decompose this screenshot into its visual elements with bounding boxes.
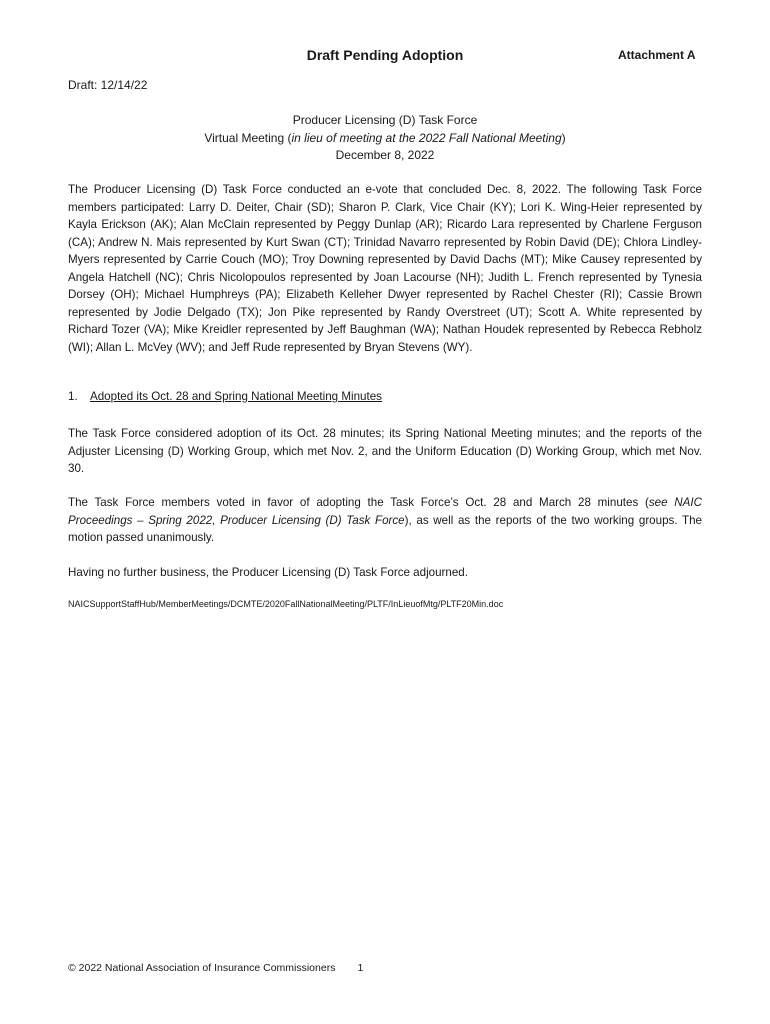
considered-paragraph: The Task Force considered adoption of its Oct. 28 minutes; its Spring National Meeting minutes; and the reports of the Adjuster Licensing (D) Working Group, which met Nov. 2, and the Uniform Education (D) Working Group, which met Nov. 30. bbox=[68, 427, 702, 475]
agenda-item-title: Adopted its Oct. 28 and Spring National Meeting Minutes bbox=[90, 390, 382, 403]
attachment-label: Attachment A bbox=[618, 48, 696, 62]
draft-date: Draft: 12/14/22 bbox=[68, 78, 148, 92]
draft-status-heading: Draft Pending Adoption bbox=[306, 47, 464, 63]
adjourn-paragraph: Having no further business, the Producer Licensing (D) Task Force adjourned. bbox=[68, 566, 468, 579]
meeting-header bbox=[68, 112, 702, 165]
copyright-notice: © 2022 National Association of Insurance Commissioners bbox=[68, 962, 336, 974]
page-number: 1 bbox=[357, 962, 364, 974]
vote-paragraph: The Task Force members voted in favor of adopting the Task Force’s Oct. 28 and March 28 minutes (see NAIC Proceedings – Spring 2022, Producer Licensing (D) Task Force), as well as the reports of the two working groups. The motion passed unanimously. bbox=[68, 496, 702, 544]
meeting-group-name: Producer Licensing (D) Task Force bbox=[292, 113, 478, 127]
meeting-date: December 8, 2022 bbox=[335, 148, 435, 162]
proceedings-reference: see NAIC Proceedings – Spring 2022, Producer Licensing (D) Task Force bbox=[68, 496, 702, 527]
meeting-type: Virtual Meeting (in lieu of meeting at the 2022 Fall National Meeting) bbox=[204, 130, 566, 145]
participants-paragraph: The Producer Licensing (D) Task Force conducted an e-vote that concluded Dec. 8, 2022. The following Task Force members participated: Larry D. Deiter, Chair (SD); Sharon P. Clark, Vice Chair (KY); Lori K. Wing-Heier represented by Kayla Erickson (AK); Alan McClain represented by Peggy Dunlap (AR); Ricardo Lara represented by Charlene Ferguson (CA); Andrew N. Mais represented by Kurt Swan (CT); Trinidad Navarro represented by Robin David (DE); Chlora Lindley-Myers represented by Carrie Couch (MO); Troy Downing represented by David Dachs (MT); Mike Causey represented by Angela Hatchell (NC); Chris Nicolopoulos represented by Joan Lacourse (NH); Judith L. French represented by Tynesia Dorsey (OH); Michael Humphreys (PA); Elizabeth Kelleher Dwyer represented by Rachel Chester (RI); Cassie Brown represented by Jodie Delgado (TX); Jon Pike represented by Randy Overstreet (UT); Scott A. White represented by Richard Tozer (VA); Mike Kreidler represented by Jeff Baughman (WA); Nathan Houdek represented by Rebecca Rebholz (WI); Allan L. McVey (WV); and Jeff Rude represented by Bryan Stevens (WY). bbox=[68, 183, 702, 354]
agenda-item-number: 1. bbox=[68, 390, 78, 403]
page-footer bbox=[68, 962, 363, 974]
agenda-item-heading bbox=[68, 390, 382, 403]
file-path: NAICSupportStaffHub/MemberMeetings/DCMTE/2020FallNationalMeeting/PLTF/InLieuofMtg/PLTF20Min.doc bbox=[68, 599, 504, 609]
meeting-type-note: in lieu of meeting at the 2022 Fall National Meeting bbox=[291, 130, 562, 145]
